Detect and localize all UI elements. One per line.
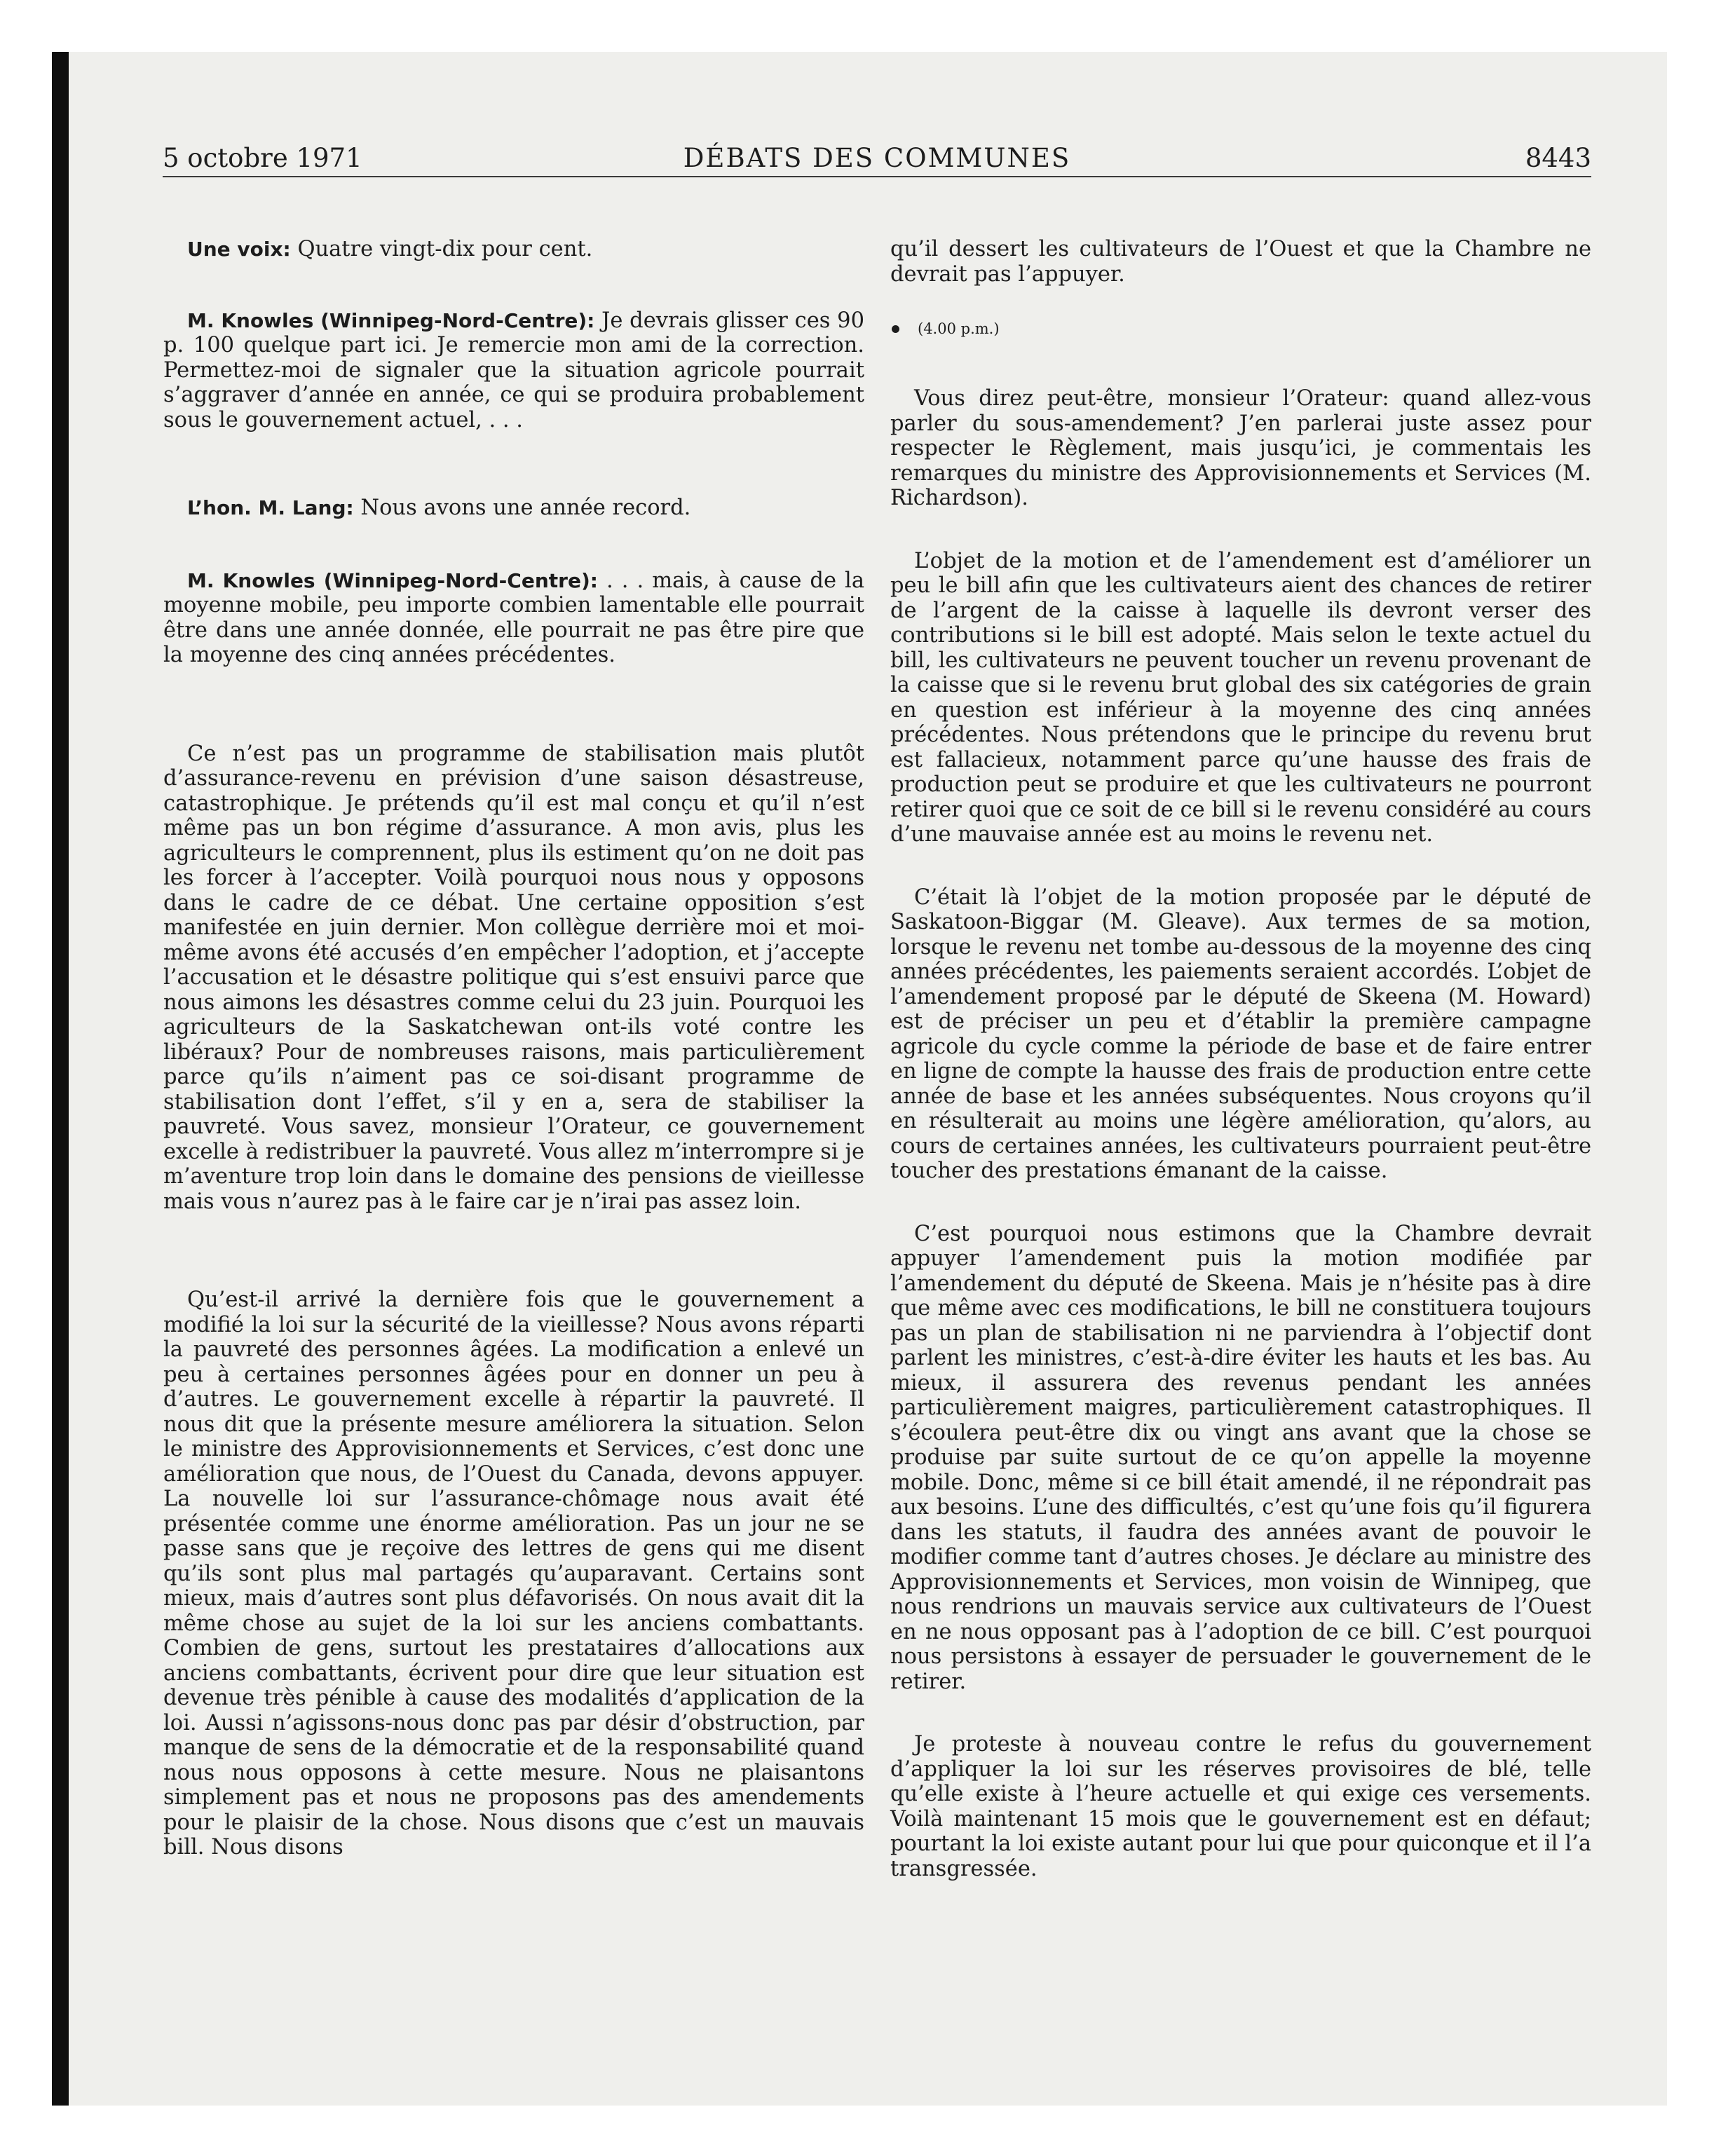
bullet-icon <box>892 325 899 333</box>
left-column <box>163 237 864 1898</box>
right-column <box>890 237 1591 1919</box>
paragraph-text: Nous avons une année record. <box>353 496 691 520</box>
paragraph <box>163 568 864 668</box>
paragraph-text: . . . mais, à cause de la moyenne mobile, peu importe combien lamentable elle pourrait être dans une année donnée, elle pourrait ne pas être pire que la moyenne des cinq années précédentes. <box>163 568 865 667</box>
paragraph: L’objet de la motion et de l’amendement est d’améliorer un peu le bill afin que les cultivateurs aient des chances de retirer de l’argent de la caisse à laquelle ils devront verser des contributions si le bill est adopté. Mais selon le texte actuel du bill, les cultivateurs ne peuvent toucher un revenu provenant de la caisse que si le revenu brut global des six catégories de grain en question est inférieur à la moyenne des cinq années précédentes. Nous prétendons que le principe du revenu brut est fallacieux, notamment parce qu’une hausse des frais de production peut se produire et que les cultivateurs ne pourront retirer quoi que ce soit de ce bill si le revenu considéré au cours d’une mauvaise année est au moins le revenu net. <box>890 548 1591 847</box>
paragraph-text: Qu’est-il arrivé la dernière fois que le gouvernement a modifié la loi sur la sécurité de la vieillesse? Nous avons réparti la pauvreté des personnes âgées. La modification a enlevé un peu à certaines personnes âgées pour en donner un peu à d’autres. Le gouvernement excelle à répartir la pauvreté. Il nous dit que la présente mesure améliorera la situation. Selon le ministre des Approvisionnements et Services, c’est donc une amélioration que nous, de l’Ouest du Canada, devons appuyer. La nouvelle loi sur l’assurance-chômage nous avait été présentée comme une énorme amélioration. Pas un jour ne se passe sans que je reçoive des lettres de gens qui me disent qu’ils sont plus mal partagés qu’auparavant. Certains sont mieux, mais d’autres sont plus défavorisés. On nous avait dit la même chose au sujet de la loi sur les anciens combattants. Combien de gens, surtout les prestataires d’allocations aux anciens combattants, écrivent pour dire que leur situation est devenue très pénible à cause des modalités d’application de la loi. Aussi n’agissons-nous donc pas par désir d’obstruction, par manque de sens de la démocratie et de la responsabilité quand nous nous opposons à cette mesure. Nous ne plaisantons simplement pas et nous ne proposons pas des amendements pour le plaisir de la chose. Nous disons que c’est un mauvais bill. Nous disons <box>163 1288 864 1860</box>
speaker-name: M. Knowles (Winnipeg-Nord-Centre): <box>187 568 598 592</box>
paragraph <box>163 496 864 521</box>
paragraph: C’était là l’objet de la motion proposée par le député de Saskatoon-Biggar (M. Gleave). Aux termes de sa motion, lorsque le revenu net tombe au-dessous de la moyenne des cinq années précédentes, les paiements seraient accordés. L’objet de l’amendement proposé par le député de Skeena (M. Howard) est de préciser un peu et d’établir la première campagne agricole du cycle comme la période de base et de faire entrer en ligne de compte la hausse des frais de production entre cette année de base et les années subséquentes. Nous croyons qu’il en résulterait au moins une légère amélioration, qu’alors, au cours de certaines années, les cultivateurs pourraient peut-être toucher des prestations émanant de la caisse. <box>890 885 1591 1183</box>
time-marker <box>890 319 1591 339</box>
binding-edge <box>52 52 69 2106</box>
paragraph <box>163 742 864 1215</box>
paragraph <box>163 1288 864 1860</box>
header-page-number: 8443 <box>1525 143 1591 173</box>
speaker-name: L’hon. M. Lang: <box>187 496 354 519</box>
paragraph-text: Je devrais glisser ces 90 p. 100 quelque part ici. Je remercie mon ami de la correction. Permettez-moi de signaler que la situation agricole pourrait s’aggraver d’année en année, ce qui se produira probablement sous le gouvernement actuel, . . . <box>163 308 864 432</box>
speaker-name: M. Knowles (Winnipeg-Nord-Centre): <box>187 308 595 332</box>
page-header <box>163 144 1591 177</box>
paragraph <box>163 237 864 262</box>
paragraph <box>163 308 864 433</box>
paragraph-text: Ce n’est pas un programme de stabilisation mais plutôt d’assurance-revenu en prévision d’une saison désastreuse, catastrophique. Je prétends qu’il est mal conçu et qu’il n’est même pas un bon régime d’assurance. A mon avis, plus les agriculteurs le comprennent, plus ils estiment qu’on ne doit pas les forcer à l’accepter. Voilà pourquoi nous nous y opposons dans le cadre de ce débat. Une certaine opposition s’est manifestée en juin dernier. Mon collègue derrière moi et moi-même avons été accusés d’en empêcher l’adoption, et j’accepte l’accusation et le désastre politique qui s’est ensuivi parce que nous aimons les désastres comme celui du 23 juin. Pourquoi les agriculteurs de la Saskatchewan ont-ils voté contre les libéraux? Pour de nombreuses raisons, mais particulièrement parce qu’ils n’aiment pas ce soi-disant programme de stabilisation dont l’effet, s’il y en a, sera de stabiliser la pauvreté. Vous savez, monsieur l’Orateur, ce gouvernement excelle à redistribuer la pauvreté. Vous allez m’interrompre si je m’aventure trop loin dans le domaine des pensions de vieillesse mais vous n’aurez pas à le faire car je n’irai pas assez loin. <box>163 741 864 1214</box>
speaker-name: Une voix: <box>187 238 291 261</box>
time-marker-text: (4.00 p.m.) <box>918 320 1000 337</box>
paragraph: C’est pourquoi nous estimons que la Chambre devrait appuyer l’amendement puis la motion modifiée par l’amendement du député de Skeena. Mais je n’hésite pas à dire que même avec ces modifications, le bill ne constituera toujours pas un plan de stabilisation ni ne parviendra à l’objectif dont parlent les ministres, c’est-à-dire éviter les hauts et les bas. Au mieux, il assurera des revenus pendant les années particulièrement maigres, particulièrement catastrophiques. Il s’écoulera peut-être dix ou vingt ans avant que la chose se produise par suite surtout de ce qu’on appelle la moyenne mobile. Donc, même si ce bill était amendé, il ne répondrait pas aux besoins. L’une des difficultés, c’est qu’une fois qu’il figurera dans les statuts, il faudra des années avant de pouvoir le modifier comme tant d’autres choses. Je déclare au ministre des Approvisionnements et Services, mon voisin de Winnipeg, que nous rendrions un mauvais service aux cultivateurs de l’Ouest en ne nous opposant pas à l’adoption de ce bill. C’est pourquoi nous persistons à essayer de persuader le gouvernement de le retirer. <box>890 1221 1591 1694</box>
header-date: 5 octobre 1971 <box>163 143 362 173</box>
header-title: DÉBATS DES COMMUNES <box>683 143 1071 173</box>
paragraph-text: Quatre vingt-dix pour cent. <box>290 237 593 261</box>
paragraph-continuation: qu’il dessert les cultivateurs de l’Ouest et que la Chambre ne devrait pas l’appuyer. <box>890 237 1591 287</box>
paragraph: Vous direz peut-être, monsieur l’Orateur: quand allez-vous parler du sous-amendement? J’en parlerai juste assez pour respecter le Règlement, mais jusqu’ici, je commentais les remarques du ministre des Approvisionnements et Services (M. Richardson). <box>890 386 1591 510</box>
paragraph: Je proteste à nouveau contre le refus du gouvernement d’appliquer la loi sur les réserves provisoires de blé, telle qu’elle existe à l’heure actuelle et qui exige ces versements. Voilà maintenant 15 mois que le gouvernement est en défaut; pourtant la loi existe autant pour lui que pour quiconque et il l’a transgressée. <box>890 1732 1591 1881</box>
